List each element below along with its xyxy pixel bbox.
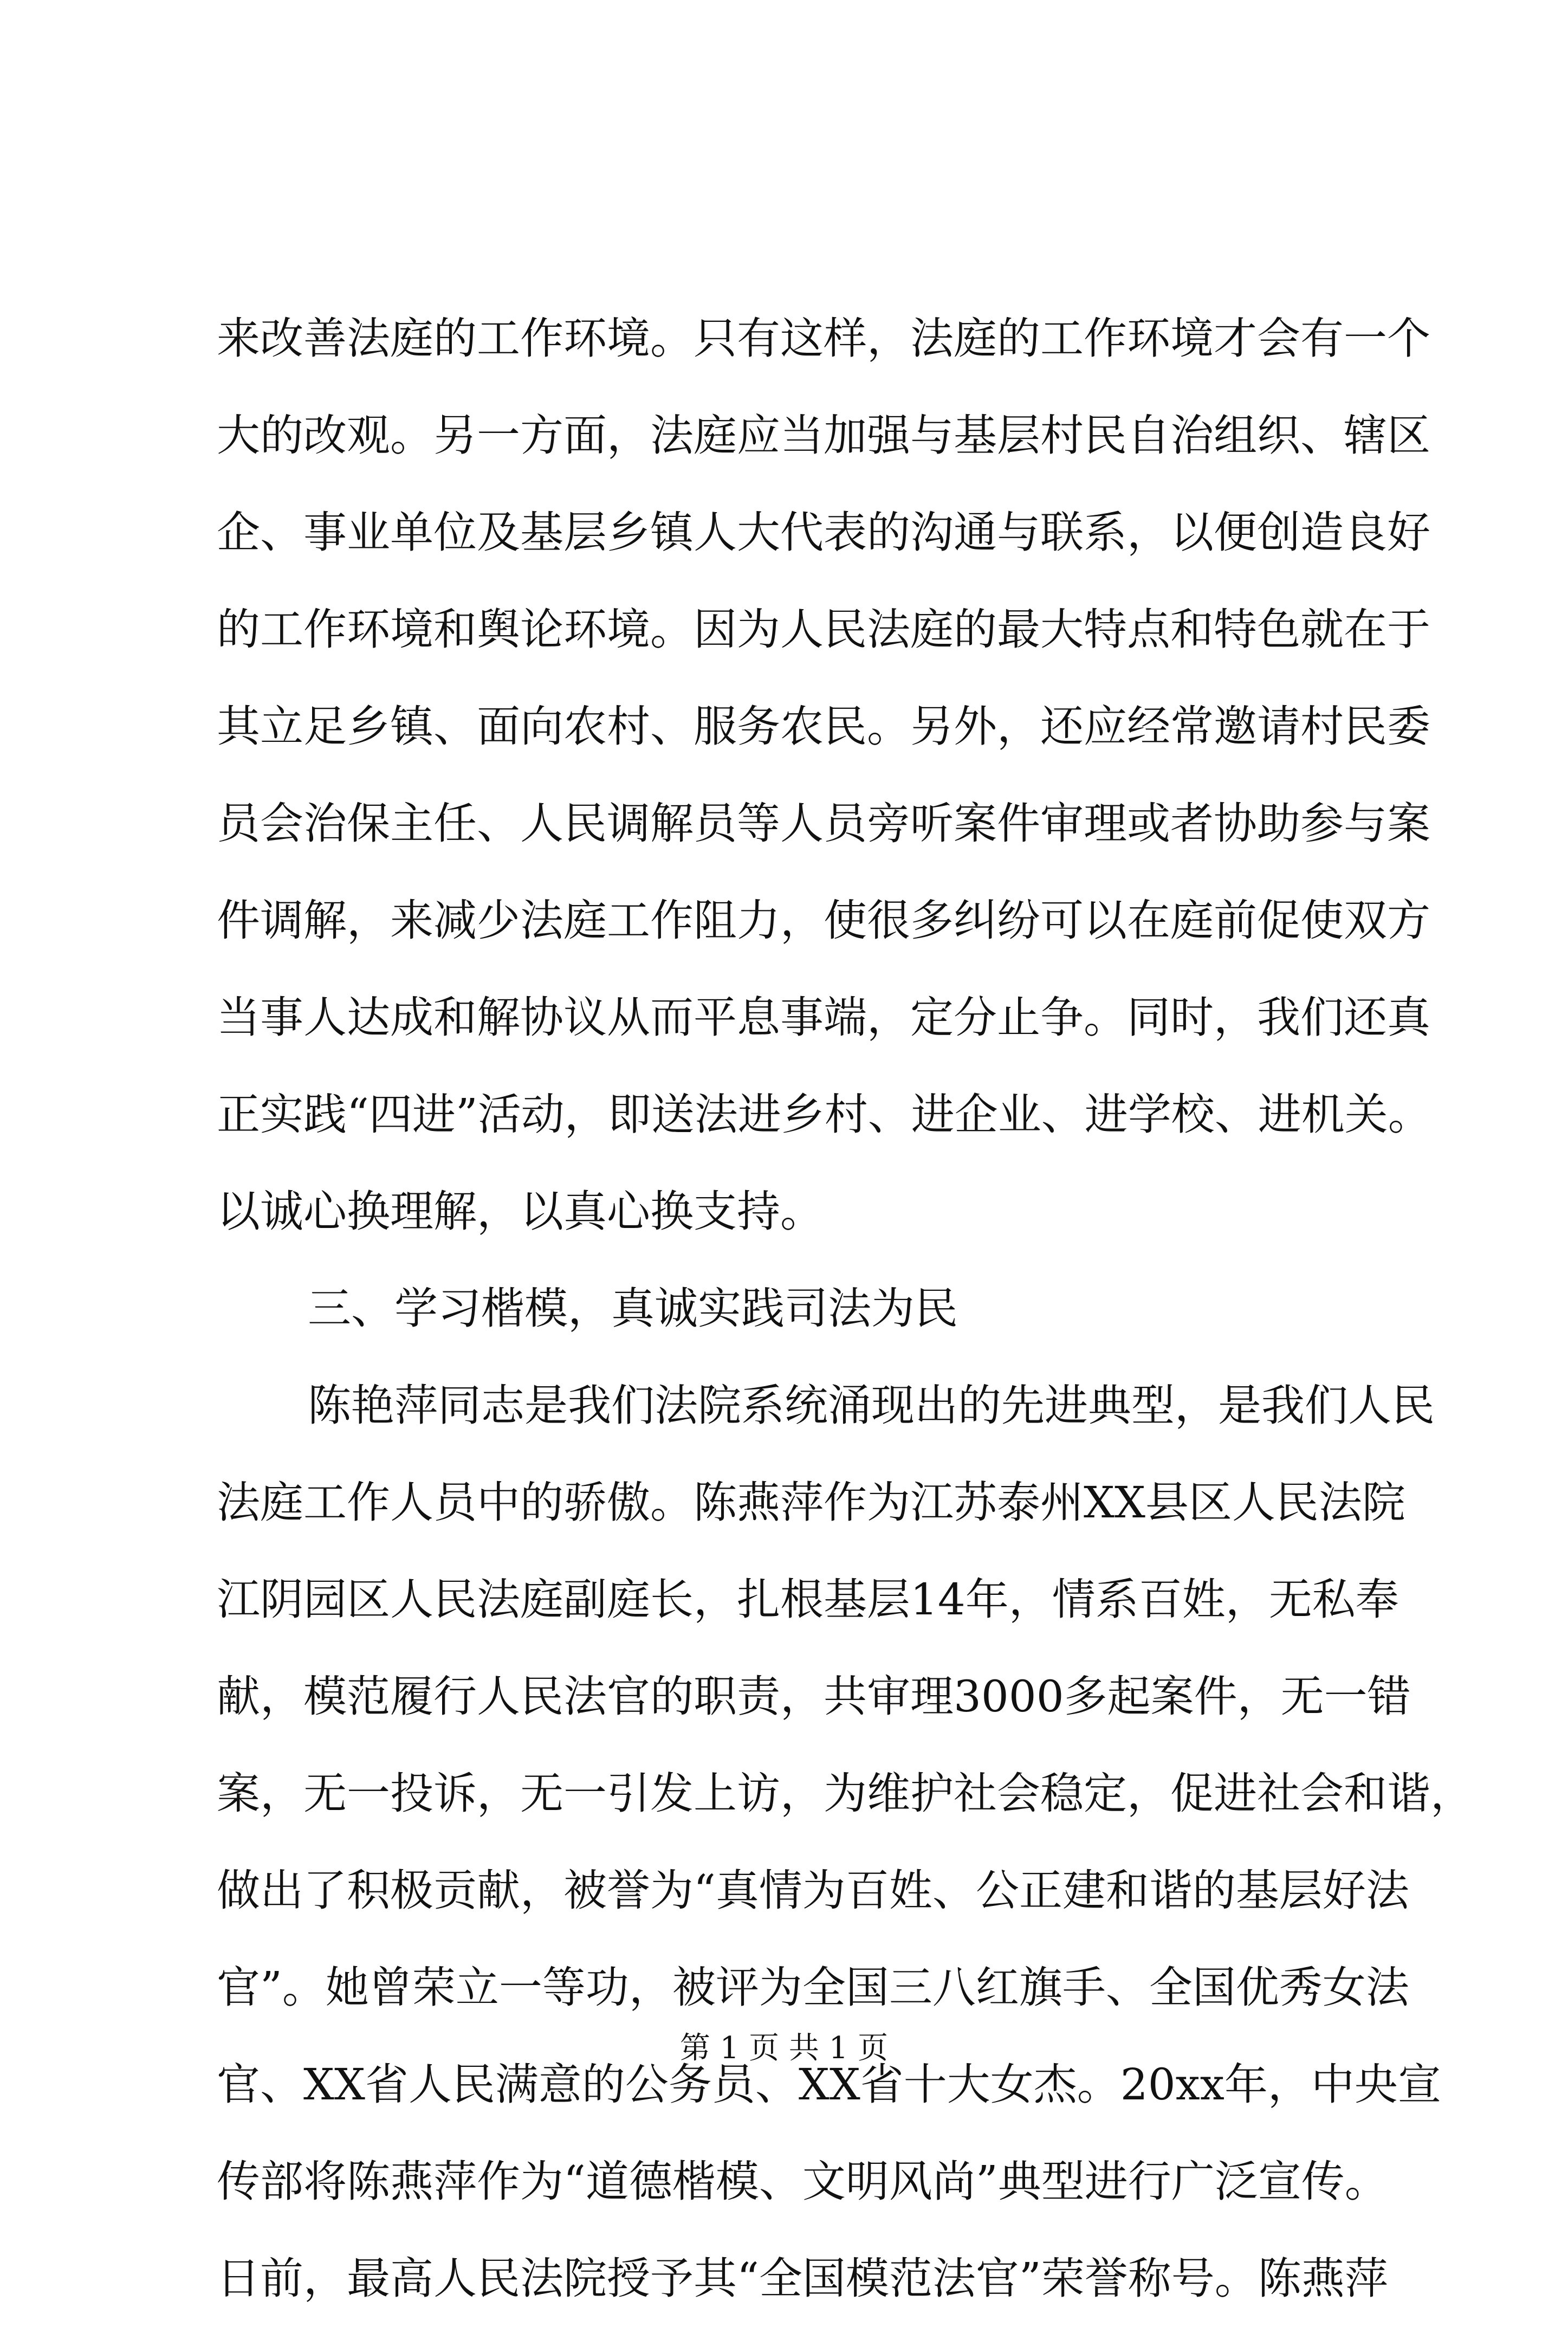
text-line: 江阴园区人民法庭副庭长，扎根基层14年，情系百姓，无私奉 [217, 1574, 1399, 1625]
text-line: 企、事业单位及基层乡镇人大代表的沟通与联系，以便创造良好 [217, 507, 1430, 558]
text-line: 当事人达成和解协议从而平息事端，定分止争。同时，我们还真 [217, 992, 1430, 1043]
text-line: 以诚心换理解，以真心换支持。 [217, 1186, 824, 1237]
text-line: 传部将陈燕萍作为“道德楷模、文明风尚”典型进行广泛宣传。 [217, 2156, 1388, 2207]
text-line: 陈艳萍同志是我们法院系统涌现出的先进典型，是我们人民 [308, 1380, 1435, 1431]
document-body [217, 290, 1474, 2327]
page-footer: 第 1 页 共 1 页 [679, 2031, 889, 2066]
text-line: 案，无一投诉，无一引发上访，为维护社会稳定，促进社会和谐， [217, 1768, 1474, 1819]
text-line: 法庭工作人员中的骄傲。陈燕萍作为江苏泰州XX县区人民法院 [217, 1477, 1405, 1528]
text-line: 做出了积极贡献，被誉为“真情为百姓、公正建和谐的基层好法 [217, 1865, 1409, 1916]
text-line: 官、XX省人民满意的公务员、XX省十大女杰。20xx年，中央宣 [217, 2059, 1441, 2110]
section-heading: 三、学习楷模，真诚实践司法为民 [308, 1283, 958, 1334]
text-line: 的工作环境和舆论环境。因为人民法庭的最大特点和特色就在于 [217, 604, 1430, 655]
text-line: 官”。她曾荣立一等功，被评为全国三八红旗手、全国优秀女法 [217, 1962, 1409, 2013]
text-line: 正实践“四进”活动，即送法进乡村、进企业、进学校、进机关。 [217, 1089, 1431, 1140]
text-line: 件调解，来减少法庭工作阻力，使很多纠纷可以在庭前促使双方 [217, 895, 1430, 946]
text-line: 大的改观。另一方面，法庭应当加强与基层村民自治组织、辖区 [217, 410, 1430, 461]
text-line: 来改善法庭的工作环境。只有这样，法庭的工作环境才会有一个 [217, 313, 1430, 364]
text-line: 员会治保主任、人民调解员等人员旁听案件审理或者协助参与案 [217, 798, 1430, 849]
text-line: 献，模范履行人民法官的职责，共审理3000多起案件，无一错 [217, 1671, 1411, 1722]
text-line: 其立足乡镇、面向农村、服务农民。另外，还应经常邀请村民委 [217, 701, 1430, 752]
text-line: 日前，最高人民法院授予其“全国模范法官”荣誉称号。陈燕萍 [217, 2253, 1388, 2304]
